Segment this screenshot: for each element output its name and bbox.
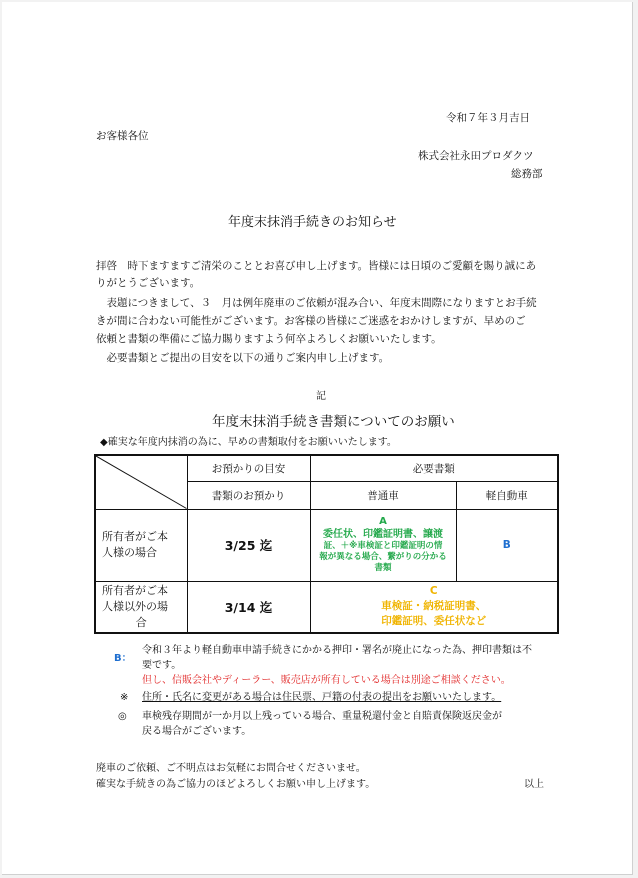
row2-owner-line-2: 人様以外の場: [102, 599, 168, 613]
note-b-line-3: 但し、信販会社やディーラー、販売店が所有している場合は別途ご相談ください。: [142, 675, 511, 686]
row2-date: 3/14 迄: [187, 581, 310, 633]
note-circle-mark: ◎: [118, 711, 127, 722]
header-kei-car: 軽自動車: [456, 481, 558, 509]
header-docs: 書類のお預かり: [187, 481, 310, 509]
ki-mark: 記: [316, 391, 326, 402]
issue-date: 令和７年３月吉日: [446, 112, 530, 124]
row2-docs: [310, 581, 558, 633]
row1-a-line-1: 委任状、印鑑証明書、譲渡: [323, 528, 443, 540]
header-normal-car: 普通車: [310, 481, 456, 509]
row1-kei-docs: B: [456, 509, 558, 581]
note-kome-text: 住所・氏名に変更がある場合は住民票、戸籍の付表の提出をお願いいたします。: [142, 692, 502, 703]
corner-cell: [95, 455, 187, 509]
row1-date: 3/25 迄: [187, 509, 310, 581]
row1-a-line-2: 証、＋※車検証と印鑑証明の情: [323, 541, 443, 551]
row2-c-line-2: 印鑑証明、委任状など: [381, 615, 487, 628]
note-b-line-1: 令和３年より軽自動車申請手続きにかかる押印・署名が廃止になった為、押印書類は不: [142, 645, 532, 656]
row1-owner-line-1: 所有者がご本: [102, 530, 168, 543]
department: 総務部: [511, 168, 543, 180]
header-required: 必要書類: [310, 455, 558, 481]
note-kome-mark: ※: [120, 692, 129, 703]
body-line-2: きが間に合わない可能性がございます。お客様の皆様にご迷惑をおかけしますが、早めのご: [96, 315, 526, 327]
row1-owner-line-2: 人様の場合: [102, 546, 157, 559]
note-b-mark: B：: [114, 653, 132, 664]
greeting-line-1: 拝啓 時下ますますご清栄のこととお喜び申し上げます。皆様には日頃のご愛顧を賜り誠にあ: [96, 260, 537, 272]
document-page: [2, 2, 633, 875]
diagonal-line: [96, 456, 187, 509]
label-c: C: [429, 585, 438, 598]
greeting-line-2: りがとうございます。: [96, 277, 201, 289]
closing-line-2: 確実な手続きの為ご協力のほどよろしくお願い申し上げます。: [96, 779, 376, 790]
label-a: A: [379, 516, 387, 527]
company-name: 株式会社永田プロダクツ: [418, 150, 534, 162]
page-title: 年度末抹消手続きのお知らせ: [228, 215, 397, 230]
row1-normal-docs: [310, 509, 456, 581]
lead-text: ◆確実な年度内抹消の為に、早めの書類取付をお願いいたします。: [100, 437, 397, 448]
row1-owner: [95, 509, 187, 581]
row2-c-line-1: 車検証・納税証明書、: [381, 600, 487, 613]
required-documents-table: [94, 454, 559, 634]
header-deadline: お預かりの目安: [187, 455, 310, 481]
note-b-line-2: 要です。: [142, 660, 182, 671]
row2-owner: [95, 581, 187, 633]
row1-a-line-3: 報が異なる場合、繋がりの分かる: [319, 552, 447, 562]
section-subtitle: 年度末抹消手続き書類についてのお願い: [212, 414, 455, 430]
addressee: お客様各位: [96, 130, 149, 142]
row2-owner-line-3: 合: [135, 615, 147, 629]
body-line-1: 表題につきまして、３ 月は例年廃車のご依頼が混み合い、年度末間際になりますとお手続: [96, 297, 537, 309]
body-line-3: 依頼と書類の準備にご協力賜りますよう何卒よろしくお願いいたします。: [96, 333, 442, 345]
closing-end: 以上: [524, 779, 544, 790]
body-line-4: 必要書類とご提出の目安を以下の通りご案内申し上げます。: [96, 352, 390, 364]
note-circle-line-2: 戻る場合がございます。: [142, 726, 252, 737]
note-circle-line-1: 車検残存期間が一か月以上残っている場合、重量税還付金と自賠責保険返戻金が: [142, 711, 502, 722]
row1-a-line-4: 書類: [374, 563, 392, 573]
row2-owner-line-1: 所有者がご本: [102, 583, 168, 597]
closing-line-1: 廃車のご依頼、ご不明点はお気軽にお問合せくださいませ。: [96, 763, 366, 774]
